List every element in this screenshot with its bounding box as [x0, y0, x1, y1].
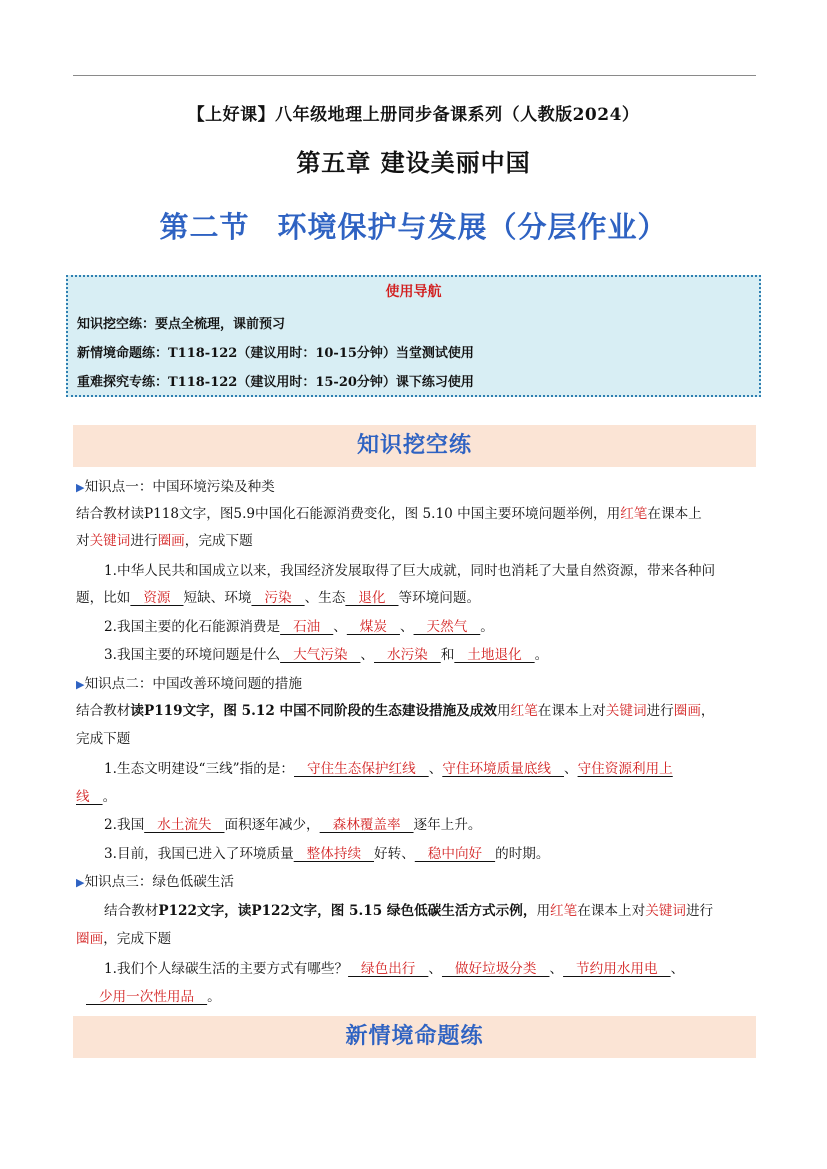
- answer-blank: 整体持续: [293, 846, 375, 862]
- kp2-question-2: 2.我国 水土流失 面积逐年减少， 森林覆盖率 逐年上升。: [104, 817, 482, 833]
- usage-navigation-box: [66, 275, 761, 397]
- kp3-question-1-cont: 少用一次性用品 。: [86, 989, 221, 1005]
- answer-blank: 资源: [130, 590, 184, 606]
- answer-blank: 天然气: [413, 619, 481, 635]
- section-number: 第二节: [159, 210, 250, 244]
- kp3-intro: 结合教材P122文字，读P122文字，图 5.15 绿色低碳生活方式示例，用红笔在课本上对关键词进行: [104, 903, 714, 919]
- chapter-title: 第五章 建设美丽中国: [296, 148, 531, 177]
- answer-blank: 森林覆盖率: [319, 817, 414, 833]
- kp2-question-1-cont: 线 。: [76, 789, 117, 805]
- header-rule: [73, 75, 756, 76]
- section-name: 环境保护与发展（分层作业）: [277, 210, 668, 244]
- answer-blank: 绿色出行: [348, 961, 429, 977]
- kp1-question-1: 1.中华人民共和国成立以来，我国经济发展取得了巨大成就，同时也消耗了大量自然资源，带来各种问: [104, 563, 716, 579]
- usage-navigation-title: 使用导航: [385, 284, 442, 300]
- series-title: 【上好课】八年级地理上册同步备课系列（人教版2024）: [187, 105, 640, 125]
- band-new-scenario: 新情境命题练: [73, 1016, 756, 1058]
- answer-blank: 守住环境质量底线: [442, 761, 564, 777]
- answer-blank: 大气污染: [280, 647, 361, 663]
- answer-blank: 少用一次性用品: [86, 989, 208, 1005]
- answer-blank: 稳中向好: [414, 846, 496, 862]
- answer-blank: 线: [76, 789, 103, 805]
- kp2-intro-2: 完成下题: [76, 731, 131, 747]
- kp2-title: ▶知识点二：中国改善环境问题的措施: [76, 676, 302, 692]
- kp3-title: ▶知识点三：绿色低碳生活: [76, 874, 234, 890]
- answer-blank: 水土流失: [144, 817, 225, 833]
- answer-blank: 做好垃圾分类: [441, 961, 550, 977]
- kp1-question-1-cont: 题，比如 资源 短缺、环境 污染 、生态 退化 等环境问题。: [76, 590, 481, 606]
- kp2-question-3: 3.目前，我国已进入了环境质量 整体持续 好转、 稳中向好 的时期。: [104, 846, 550, 862]
- kp2-intro: 结合教材读P119文字，图 5.12 中国不同阶段的生态建设措施及成效用红笔在课本上对关键词进行圈画，: [76, 703, 715, 719]
- answer-blank: 土地退化: [454, 647, 535, 663]
- kp1-title: ▶知识点一：中国环境污染及种类: [76, 479, 275, 495]
- answer-blank: 水污染: [374, 647, 441, 663]
- kp1-question-2: 2.我国主要的化石能源消费是 石油 、 煤炭 、 天然气 。: [104, 619, 494, 635]
- nav-line-homework: 重难探究专练：T118-122（建议用时：15-20分钟）课下练习使用: [77, 375, 474, 390]
- section-title: [0, 205, 827, 246]
- kp2-question-1: 1.生态文明建设“三线”指的是： 守住生态保护红线 、守住环境质量底线 、守住资源利用上: [104, 761, 673, 777]
- kp3-question-1: 1.我们个人绿碳生活的主要方式有哪些？ 绿色出行 、 做好垃圾分类 、 节约用水用电 、: [104, 961, 685, 977]
- answer-blank: 守住资源利用上: [577, 761, 673, 777]
- answer-blank: 污染: [251, 590, 305, 606]
- answer-blank: 石油: [280, 619, 334, 635]
- band-knowledge-fill: 知识挖空练: [73, 425, 756, 467]
- kp1-question-3: 3.我国主要的环境问题是什么 大气污染 、 水污染 和 土地退化 。: [104, 647, 549, 663]
- answer-blank: 煤炭: [346, 619, 400, 635]
- answer-blank: 守住生态保护红线: [294, 761, 429, 777]
- answer-blank: 节约用水用电: [563, 961, 671, 977]
- kp1-intro-2: 对关键词进行圈画，完成下题: [76, 533, 253, 549]
- answer-blank: 退化: [345, 590, 399, 606]
- nav-line-preview: 知识挖空练：要点全梳理，课前预习: [77, 317, 286, 332]
- nav-line-class-test: 新情境命题练：T118-122（建议用时：10-15分钟）当堂测试使用: [77, 346, 474, 361]
- kp3-intro-2: 圈画，完成下题: [76, 931, 172, 947]
- kp1-intro: 结合教材读P118文字，图5.9中国化石能源消费变化，图 5.10 中国主要环境问题举例，用红笔在课本上: [76, 506, 702, 522]
